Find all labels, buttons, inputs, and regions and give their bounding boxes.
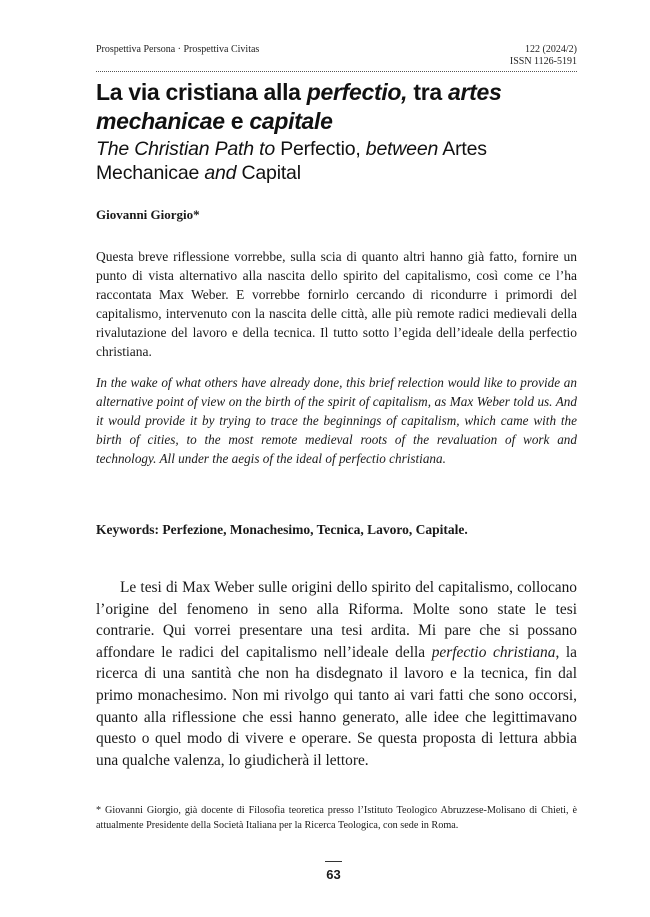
body-paragraph	[96, 577, 577, 771]
abstract-italian: Questa breve riflessione vorrebbe, sulla scia di quanto altri hanno già fatto, fornire un punto di vista alternativo alla nascita dello spirito del capitalismo, così come ce l’ha raccontata Max Weber. E vorrebbe fornirlo cercando di ricondurre i primordi del capitalismo, intervenuto con la nascita delle città, alle più remote radici medievali della rivalutazione del lavoro e della tecnica. Il tutto sotto l’egida dell’ideale della perfectio christiana.	[96, 249, 577, 359]
page-number: 63	[326, 867, 341, 882]
footnote: * Giovanni Giorgio, già docente di Filosofia teoretica presso l’Istituto Teologico Abruzzese-Molisano di Chieti, è attualmente Presidente della Società Italiana per la Ricerca Teologica, con sede in Roma.	[96, 805, 577, 831]
author-name: Giovanni Giorgio*	[96, 207, 200, 222]
body-text-part: Le tesi di Max Weber sulle origini dello spirito del capitalismo, collocano l’origine del fenomeno in seno alla Riforma. Molte sono state le tesi contrarie. Qui vorrei presentare una tesi ardita. Mi pare che si possano affondare le radici del capitalismo nell’ideale della	[96, 579, 577, 661]
title-en-part: Capital	[236, 162, 301, 184]
journal-name: Prospettiva Persona · Prospettiva Civitas	[96, 44, 260, 55]
article-title-english	[96, 137, 576, 185]
article-title-italian	[96, 78, 576, 136]
title-it-part: tra	[407, 79, 448, 105]
title-it-part: capitale	[249, 108, 333, 134]
issn: ISSN 1126-5191	[509, 56, 577, 67]
title-en-part: and	[204, 162, 237, 184]
title-it-part: perfectio,	[306, 79, 408, 105]
title-en-part: Perfectio,	[274, 138, 361, 160]
issue-number: 122 (2024/2)	[525, 44, 577, 55]
header-dotted-rule	[96, 71, 577, 72]
title-it-part: La via cristiana alla	[96, 79, 307, 105]
abstract-english: In the wake of what others have already done, this brief relection would like to provide an alternative point of view on the birth of the spirit of capitalism, as Max Weber told us. And it would provide it by trying to trace the beginnings of capitalism, which came with the birth of cities, to the most remote medieval roots of the revaluation of work and technology. All under the aegis of the ideal of perfectio christiana.	[96, 375, 577, 466]
body-text-part: , la ricerca di una santità che non ha disdegnato il lavoro e la tecnica, fin dal primo monachesimo. Non mi rivolgo qui tanto ai vari fatti che sono occorsi, quanto alla riflessione che essi hanno generato, alle idee che legittimavano questo o quel modo di vivere e operare. Se questa proposta di lettura abbia una qualche valenza, lo giudicherà il lettore.	[96, 643, 578, 769]
title-en-part: Artes Mechanicae	[96, 138, 487, 184]
title-it-part: e	[224, 108, 250, 134]
title-it-part: artes mechanicae	[96, 79, 502, 134]
body-text-part: perfectio christiana	[431, 643, 556, 661]
title-en-part: The Christian Path to	[96, 138, 275, 160]
keywords: Keywords: Perfezione, Monachesimo, Tecnica, Lavoro, Capitale.	[96, 522, 468, 537]
issue-info	[510, 44, 577, 68]
title-en-part: between	[360, 138, 439, 160]
page-number-rule	[325, 861, 342, 862]
